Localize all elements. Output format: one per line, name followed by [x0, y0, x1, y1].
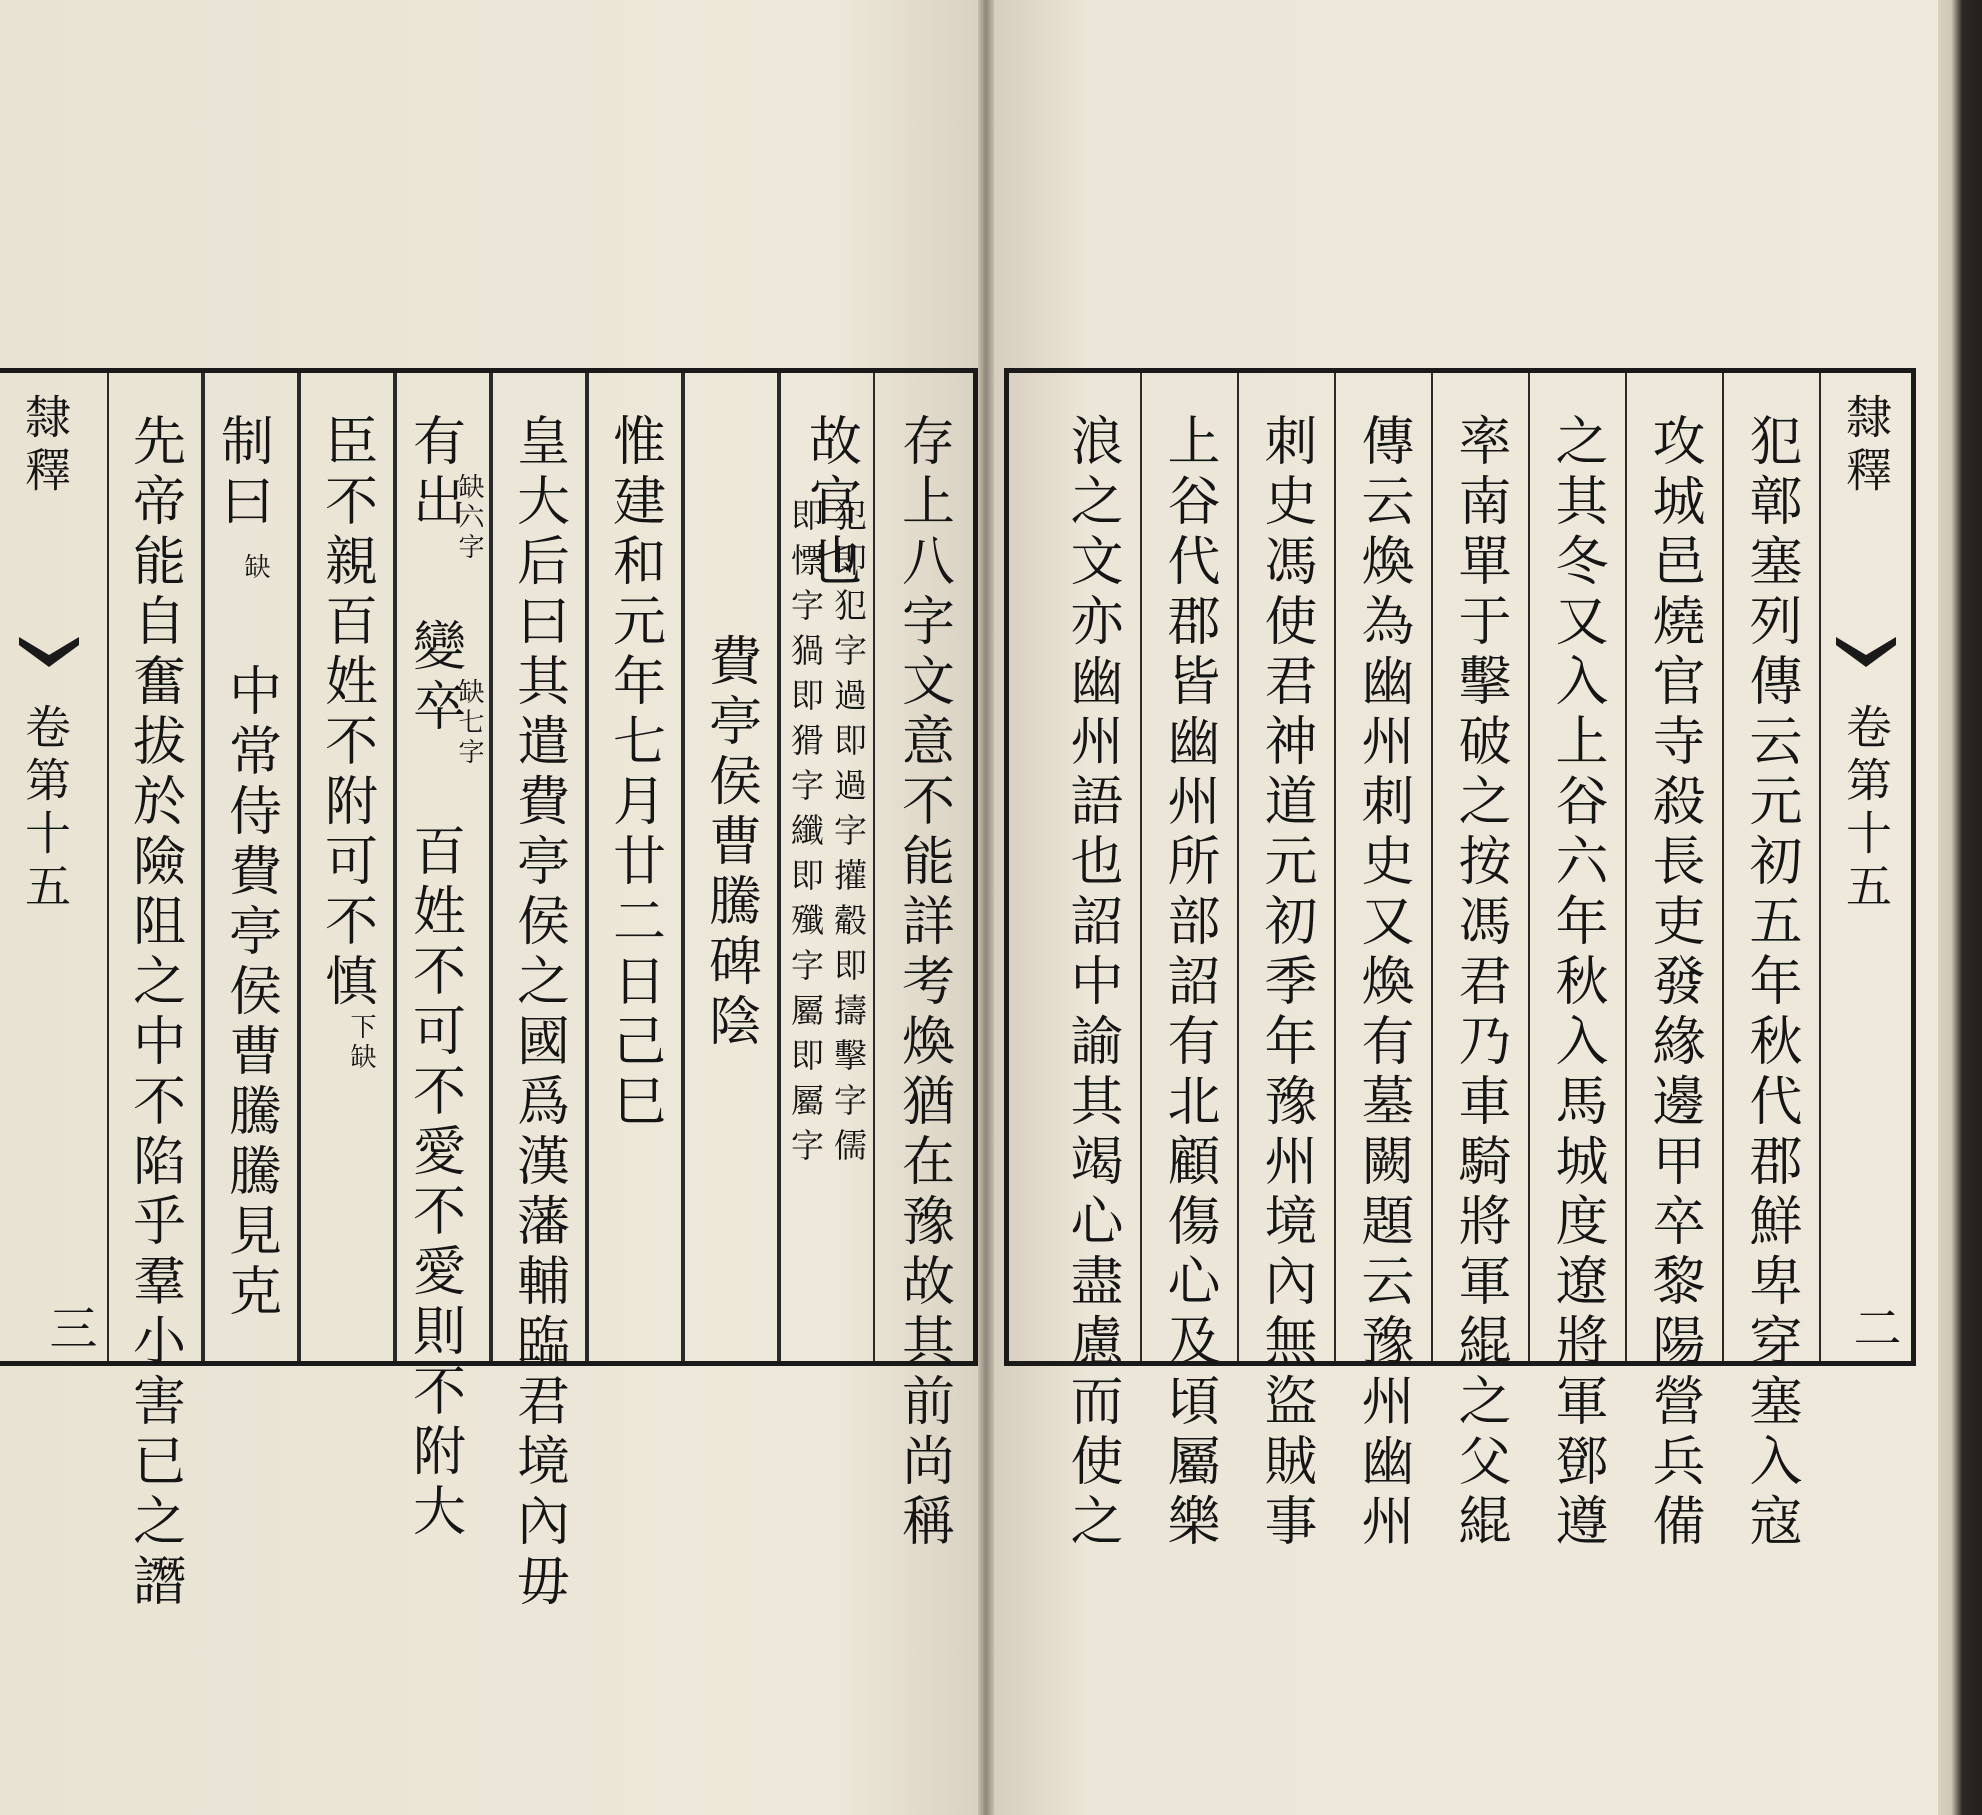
column-text: 臣不親百姓不附可不慎: [316, 413, 378, 1013]
annotation-note: 即慓字猧即猾字纖即殲字屬即屬字: [786, 498, 825, 1173]
column-text: 浪之文亦幽州語也詔中諭其竭心盡慮而使之: [1062, 413, 1123, 1553]
column-text: 犯鄣塞列傳云元初五年秋代郡鮮卑穿塞入寇: [1741, 413, 1802, 1553]
right-text-block: [1004, 368, 1916, 1553]
text-column: [203, 373, 299, 1361]
column-text: 變卒: [404, 618, 466, 738]
left-text-block: [0, 368, 978, 1613]
column-text: 先帝能自奮拔於險阻之中不陷乎羣小害已之譖: [124, 413, 186, 1613]
text-column: [107, 373, 203, 1613]
column-text: 制曰: [212, 413, 274, 533]
page-number: 三: [41, 1303, 97, 1351]
text-column: [1239, 373, 1336, 1553]
annotation-note: 犯即犯字過即過字㩲觳即擣擊字儒: [829, 498, 868, 1173]
right-margin-column: [1821, 373, 1911, 1361]
text-column: [875, 373, 973, 1553]
text-column: [1627, 373, 1724, 1553]
page-number: 二: [1845, 1303, 1901, 1351]
missing-note: 缺六字: [454, 473, 484, 563]
text-column: [1336, 373, 1433, 1553]
column-text: 傳云煥為幽州刺史又煥有墓闕題云豫州幽州: [1353, 413, 1414, 1553]
column-text: 刺史馮使君神道元初季年豫州境內無盜賊事: [1256, 413, 1317, 1553]
annotation-notes: [786, 498, 868, 1173]
column-text: 中常侍費亭侯曹騰騰見克: [220, 663, 282, 1323]
column-text: 上谷代郡皆幽州所部詔有北顧傷心及頃屬樂: [1159, 413, 1220, 1553]
column-text: 攻城邑燒官寺殺長吏發緣邊甲卒黎陽營兵備: [1644, 413, 1705, 1553]
text-column: [1045, 373, 1142, 1553]
inscription-title: 費亭侯曹騰碑陰: [700, 633, 762, 1053]
text-column: [395, 373, 491, 1543]
text-column: [491, 373, 587, 1613]
column-text: 皇大后曰其遣費亭侯之國爲漢藩輔臨君境內毋: [508, 413, 570, 1613]
left-margin-column: [0, 373, 107, 1361]
column-text: 惟建和元年七月廿二日己巳: [604, 413, 666, 1133]
margin-title: 隸釋: [18, 393, 72, 499]
text-column: [1009, 373, 1045, 1361]
column-text: 率南單于擊破之按馮君乃車騎將軍緄之父緄: [1450, 413, 1511, 1553]
text-column: [587, 373, 683, 1361]
missing-note: 下缺: [346, 1013, 376, 1073]
text-column: [1530, 373, 1627, 1553]
column-text: 百姓不可不愛不愛則不附大: [404, 823, 466, 1543]
book-gutter: [978, 0, 994, 1815]
margin-title: 隸釋: [1839, 393, 1893, 499]
missing-note: 缺七字: [454, 678, 484, 768]
margin-volume: 卷第十五: [1839, 703, 1893, 915]
margin-volume: 卷第十五: [18, 703, 72, 915]
text-column: [683, 373, 779, 1361]
column-text: 之其冬又入上谷六年秋入馬城度遼將軍鄧遵: [1547, 413, 1608, 1553]
text-column: [1433, 373, 1530, 1553]
column-text: 有出: [404, 413, 466, 533]
text-column: [779, 373, 875, 1361]
text-column: [1724, 373, 1821, 1553]
column-text: 故官也: [800, 413, 862, 593]
fish-tail-mark-icon: [1836, 637, 1896, 673]
fish-tail-mark-icon: [19, 637, 79, 673]
missing-note: 缺: [240, 553, 270, 583]
text-column: [1142, 373, 1239, 1553]
text-column: [299, 373, 395, 1361]
column-text: 存上八字文意不能詳考煥猶在豫故其前尚稱: [893, 413, 955, 1553]
book-edge: [1938, 0, 1982, 1815]
